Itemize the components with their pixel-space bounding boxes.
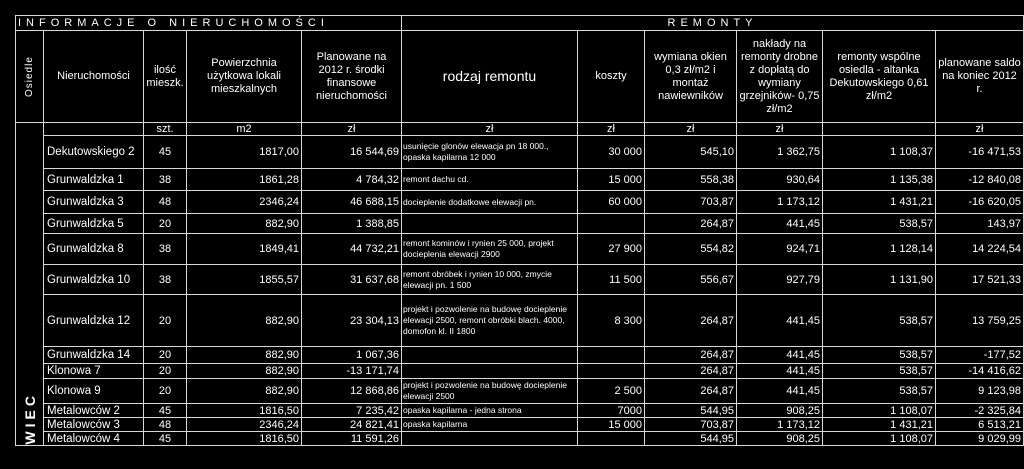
row-wspolne: 538,57 — [823, 295, 936, 347]
col-koszty-header: koszty — [578, 31, 645, 123]
row-wspolne: 1 108,07 — [823, 432, 936, 446]
row-koszty: 11 500 — [578, 265, 645, 295]
unit-planowane: zł — [302, 123, 402, 136]
table-row — [16, 169, 1024, 191]
row-saldo: -16 620,05 — [936, 191, 1024, 214]
row-naklady: 441,45 — [737, 347, 823, 364]
row-name: Grunwaldzka 14 — [44, 347, 144, 364]
row-rodzaj: remont obróbek i rynien 10 000, zmycie elewacji pn. 1 500 — [402, 265, 578, 295]
unit-ilosc: szt. — [144, 123, 187, 136]
row-name: Klonowa 7 — [44, 364, 144, 379]
row-saldo: -16 471,53 — [936, 136, 1024, 169]
table-row — [16, 364, 1024, 379]
row-naklady: 1 173,12 — [737, 418, 823, 432]
col-planowane-header: Planowane na 2012 r. środki finansowe nieruchomości — [302, 31, 402, 123]
row-koszty: 60 000 — [578, 191, 645, 214]
row-name: Grunwaldzka 3 — [44, 191, 144, 214]
row-wymiana: 703,87 — [645, 418, 737, 432]
row-saldo: 17 521,33 — [936, 265, 1024, 295]
row-koszty: 7000 — [578, 404, 645, 418]
row-wspolne: 538,57 — [823, 214, 936, 234]
row-rodzaj: docieplenie dodatkowe elewacji pn. — [402, 191, 578, 214]
row-wymiana: 264,87 — [645, 295, 737, 347]
row-naklady: 927,79 — [737, 265, 823, 295]
row-powierzchnia: 882,90 — [187, 214, 302, 234]
units-row — [16, 123, 1024, 136]
row-naklady: 441,45 — [737, 295, 823, 347]
unit-naklady: zł — [737, 123, 823, 136]
row-name: Grunwaldzka 12 — [44, 295, 144, 347]
col-wspolne-header: remonty wspólne osiedla - altanka Dekutowskiego 0,61 zł/m2 — [823, 31, 936, 123]
table-row — [16, 404, 1024, 418]
row-wymiana: 264,87 — [645, 364, 737, 379]
row-powierzchnia: 1855,57 — [187, 265, 302, 295]
row-wymiana: 554,82 — [645, 234, 737, 265]
row-rodzaj: usunięcie glonów elewacja pn 18 000., opaska kapilarna 12 000 — [402, 136, 578, 169]
table-row — [16, 418, 1024, 432]
row-saldo: 9 123,98 — [936, 379, 1024, 404]
row-saldo: 9 029,99 — [936, 432, 1024, 446]
row-rodzaj — [402, 364, 578, 379]
row-saldo: 6 513,21 — [936, 418, 1024, 432]
row-ilosc: 45 — [144, 404, 187, 418]
row-naklady: 908,25 — [737, 404, 823, 418]
row-planowane: 12 868,86 — [302, 379, 402, 404]
row-planowane: 7 235,42 — [302, 404, 402, 418]
unit-saldo: zł — [936, 123, 1024, 136]
row-planowane: 46 688,15 — [302, 191, 402, 214]
row-wspolne: 1 128,14 — [823, 234, 936, 265]
row-koszty — [578, 214, 645, 234]
row-wymiana: 264,87 — [645, 347, 737, 364]
row-planowane: 24 821,41 — [302, 418, 402, 432]
row-ilosc: 38 — [144, 234, 187, 265]
row-ilosc: 20 — [144, 295, 187, 347]
row-wymiana: 703,87 — [645, 191, 737, 214]
col-wymiana-header: wymiana okien 0,3 zł/m2 i montaż nawiewników — [645, 31, 737, 123]
row-naklady: 441,45 — [737, 379, 823, 404]
row-naklady: 1 362,75 — [737, 136, 823, 169]
row-saldo: -177,52 — [936, 347, 1024, 364]
row-wspolne: 1 108,07 — [823, 404, 936, 418]
table-row — [16, 347, 1024, 364]
row-powierzchnia: 1816,50 — [187, 404, 302, 418]
table-row — [16, 432, 1024, 446]
row-koszty: 27 900 — [578, 234, 645, 265]
row-name: Metalowców 2 — [44, 404, 144, 418]
row-saldo: -12 840,08 — [936, 169, 1024, 191]
row-ilosc: 48 — [144, 418, 187, 432]
row-rodzaj: opaska kapilarna — [402, 418, 578, 432]
col-naklady-header: nakłady na remonty drobne z dopłatą do wymiany grzejników- 0,75 zł/m2 — [737, 31, 823, 123]
row-koszty — [578, 432, 645, 446]
row-rodzaj — [402, 347, 578, 364]
unit-rodzaj: zł — [402, 123, 578, 136]
table-row — [16, 214, 1024, 234]
table-row — [16, 265, 1024, 295]
row-wymiana: 544,95 — [645, 432, 737, 446]
row-ilosc: 38 — [144, 265, 187, 295]
row-koszty — [578, 347, 645, 364]
row-planowane: -13 171,74 — [302, 364, 402, 379]
row-koszty: 15 000 — [578, 169, 645, 191]
unit-wspolne — [823, 123, 936, 136]
row-naklady: 441,45 — [737, 214, 823, 234]
row-ilosc: 20 — [144, 347, 187, 364]
row-rodzaj: projekt i pozwolenie na budowę docieplenie elewacji 2500, remont obróbki blach. 4000, domofon kl. II 1800 — [402, 295, 578, 347]
group-info-header: INFORMACJE O NIERUCHOMOŚCI — [16, 16, 402, 31]
row-wymiana: 264,87 — [645, 214, 737, 234]
col-ilosc-header: ilość mieszk. — [144, 31, 187, 123]
row-wspolne: 538,57 — [823, 347, 936, 364]
row-wymiana: 556,67 — [645, 265, 737, 295]
row-naklady: 924,71 — [737, 234, 823, 265]
row-saldo: 13 759,25 — [936, 295, 1024, 347]
row-powierzchnia: 2346,24 — [187, 191, 302, 214]
row-planowane: 31 637,68 — [302, 265, 402, 295]
table-row — [16, 191, 1024, 214]
row-name: Metalowców 3 — [44, 418, 144, 432]
row-saldo: -14 416,62 — [936, 364, 1024, 379]
row-saldo: -2 325,84 — [936, 404, 1024, 418]
row-wspolne: 538,57 — [823, 379, 936, 404]
row-powierzchnia: 882,90 — [187, 347, 302, 364]
row-name: Grunwaldzka 5 — [44, 214, 144, 234]
row-saldo: 143,97 — [936, 214, 1024, 234]
row-powierzchnia: 2346,24 — [187, 418, 302, 432]
table-row — [16, 136, 1024, 169]
row-planowane: 23 304,13 — [302, 295, 402, 347]
row-name: Metalowców 4 — [44, 432, 144, 446]
row-wspolne: 1 431,21 — [823, 191, 936, 214]
row-powierzchnia: 1817,00 — [187, 136, 302, 169]
row-wymiana: 544,95 — [645, 404, 737, 418]
unit-empty — [44, 123, 144, 136]
row-wspolne: 1 135,38 — [823, 169, 936, 191]
row-koszty: 8 300 — [578, 295, 645, 347]
unit-powierzchnia: m2 — [187, 123, 302, 136]
row-planowane: 16 544,69 — [302, 136, 402, 169]
table-row — [16, 379, 1024, 404]
row-ilosc: 45 — [144, 432, 187, 446]
row-rodzaj — [402, 432, 578, 446]
row-powierzchnia: 882,90 — [187, 295, 302, 347]
row-ilosc: 20 — [144, 379, 187, 404]
row-wspolne: 1 131,90 — [823, 265, 936, 295]
row-ilosc: 38 — [144, 169, 187, 191]
col-nieruchomosci-header: Nieruchomości — [44, 31, 144, 123]
col-rodzaj-header: rodzaj remontu — [402, 31, 578, 123]
group-remonty-header: REMONTY — [402, 16, 1024, 31]
row-ilosc: 20 — [144, 214, 187, 234]
row-planowane: 44 732,21 — [302, 234, 402, 265]
table-row — [16, 234, 1024, 265]
row-planowane: 11 591,26 — [302, 432, 402, 446]
row-planowane: 4 784,32 — [302, 169, 402, 191]
row-koszty — [578, 364, 645, 379]
row-saldo: 14 224,54 — [936, 234, 1024, 265]
unit-koszty: zł — [578, 123, 645, 136]
row-wymiana: 545,10 — [645, 136, 737, 169]
osiedle-name: WIEC — [21, 392, 38, 445]
row-wspolne: 1 108,37 — [823, 136, 936, 169]
row-wymiana: 264,87 — [645, 379, 737, 404]
row-ilosc: 20 — [144, 364, 187, 379]
row-wymiana: 558,38 — [645, 169, 737, 191]
row-powierzchnia: 1816,50 — [187, 432, 302, 446]
row-name: Grunwaldzka 1 — [44, 169, 144, 191]
row-name: Grunwaldzka 8 — [44, 234, 144, 265]
row-powierzchnia: 882,90 — [187, 379, 302, 404]
row-planowane: 1 388,85 — [302, 214, 402, 234]
row-powierzchnia: 882,90 — [187, 364, 302, 379]
row-rodzaj: remont dachu cd. — [402, 169, 578, 191]
row-rodzaj: remont kominów i rynien 25 000, projekt docieplenia elewacji 2900 — [402, 234, 578, 265]
row-name: Klonowa 9 — [44, 379, 144, 404]
row-naklady: 930,64 — [737, 169, 823, 191]
row-wspolne: 1 431,21 — [823, 418, 936, 432]
col-powierzchnia-header: Powierzchnia użytkowa lokali mieszkalnych — [187, 31, 302, 123]
row-naklady: 908,25 — [737, 432, 823, 446]
row-koszty: 30 000 — [578, 136, 645, 169]
row-ilosc: 48 — [144, 191, 187, 214]
row-rodzaj — [402, 214, 578, 234]
row-rodzaj: projekt i pozwolenie na budowę docieplenie elewacji 2500 — [402, 379, 578, 404]
row-wspolne: 538,57 — [823, 364, 936, 379]
row-planowane: 1 067,36 — [302, 347, 402, 364]
row-name: Dekutowskiego 2 — [44, 136, 144, 169]
row-name: Grunwaldzka 10 — [44, 265, 144, 295]
col-osiedle-header: Osiedle — [16, 31, 44, 123]
unit-wymiana: zł — [645, 123, 737, 136]
row-powierzchnia: 1861,28 — [187, 169, 302, 191]
row-koszty: 15 000 — [578, 418, 645, 432]
col-saldo-header: planowane saldo na koniec 2012 r. — [936, 31, 1024, 123]
row-naklady: 1 173,12 — [737, 191, 823, 214]
remonty-table — [15, 15, 1024, 446]
row-koszty: 2 500 — [578, 379, 645, 404]
osiedle-cell — [16, 123, 44, 446]
row-rodzaj: opaska kapilarna - jedna strona — [402, 404, 578, 418]
row-naklady: 441,45 — [737, 364, 823, 379]
row-ilosc: 45 — [144, 136, 187, 169]
row-powierzchnia: 1849,41 — [187, 234, 302, 265]
table-row — [16, 295, 1024, 347]
